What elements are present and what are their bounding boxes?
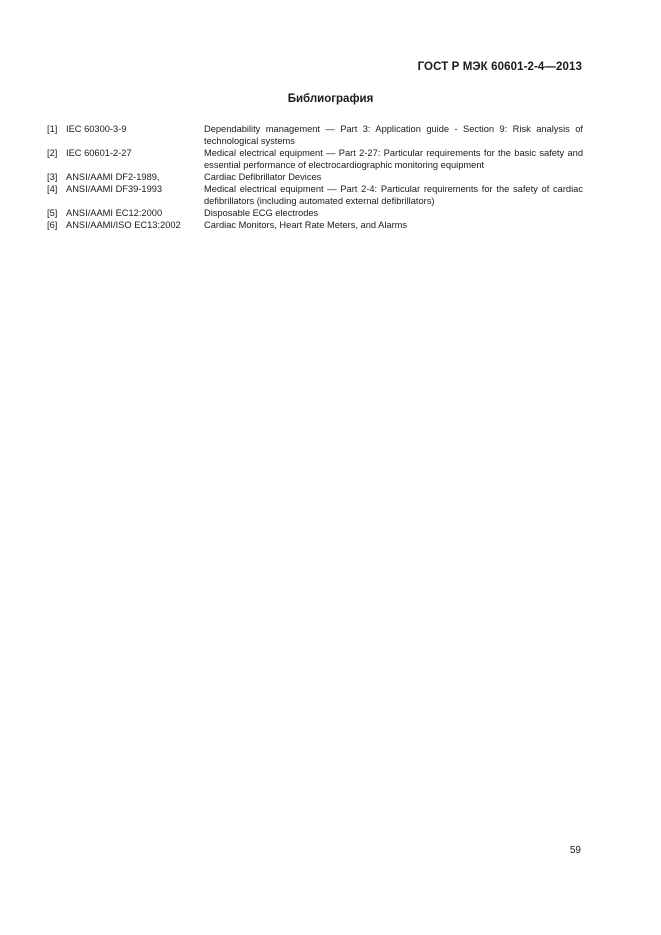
entry-title: Medical electrical equipment — Part 2-27: Particular requirements for the basic safety and essential performance of electrocardiographic monitoring equipment xyxy=(204,148,583,170)
entry-number: [2] xyxy=(47,148,58,158)
entry-number: [6] xyxy=(47,220,58,230)
page-number: 59 xyxy=(569,845,581,856)
entry-title: Dependability management — Part 3: Application guide - Section 9: Risk analysis of technological systems xyxy=(204,124,583,146)
entry-number: [1] xyxy=(47,124,58,134)
entry-reference: ANSI/AAMI/ISO EC13:2002 xyxy=(66,220,181,230)
entry-number: [5] xyxy=(47,208,58,218)
bibliography-list xyxy=(47,123,583,231)
entry-reference: IEC 60601-2-27 xyxy=(66,148,132,158)
bibliography-entry xyxy=(47,171,583,183)
section-title: Библиография xyxy=(287,93,374,105)
entry-reference: ANSI/AAMI DF2-1989, xyxy=(66,172,160,182)
bibliography-entry xyxy=(47,123,583,147)
bibliography-entry xyxy=(47,147,583,171)
entry-title: Disposable ECG electrodes xyxy=(204,208,319,218)
entry-reference: ANSI/AAMI DF39-1993 xyxy=(66,184,163,194)
bibliography-entry xyxy=(47,183,583,207)
entry-title: Cardiac Defibrillator Devices xyxy=(204,172,322,182)
entry-number: [4] xyxy=(47,184,58,194)
bibliography-entry xyxy=(47,207,583,219)
entry-title: Cardiac Monitors, Heart Rate Meters, and Alarms xyxy=(204,220,408,230)
entry-reference: IEC 60300-3-9 xyxy=(66,124,127,134)
entry-title: Medical electrical equipment — Part 2-4: Particular requirements for the safety of cardiac defibrillators (including automated external defibrillators) xyxy=(204,184,583,206)
entry-number: [3] xyxy=(47,172,58,182)
entry-reference: ANSI/AAMI EC12:2000 xyxy=(66,208,163,218)
document-standard-id: ГОСТ Р МЭК 60601-2-4—2013 xyxy=(417,61,582,73)
bibliography-entry xyxy=(47,219,583,231)
